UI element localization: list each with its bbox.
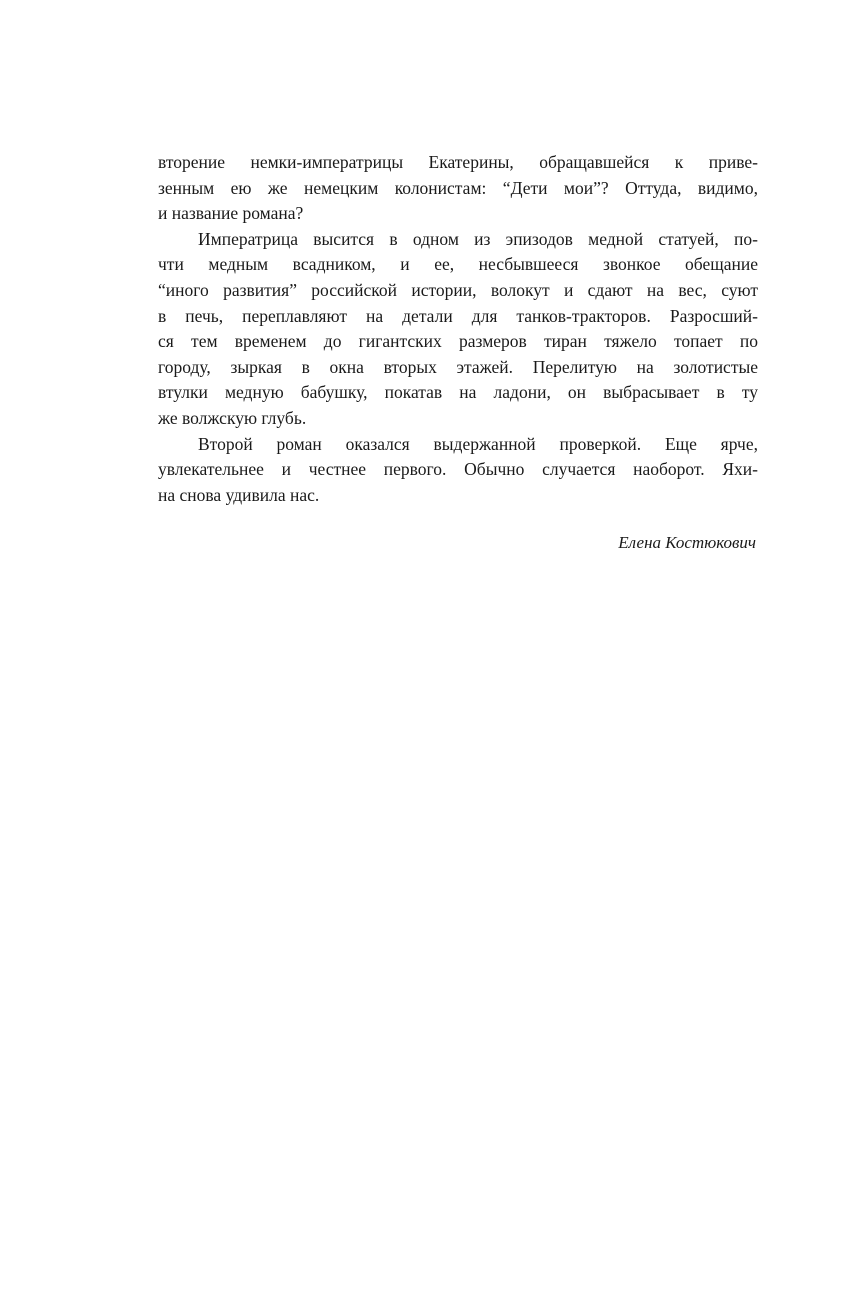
text-line: в печь, переплавляют на детали для танков-тракторов. Разросший- [158, 305, 758, 326]
text-line: вторение немки-императрицы Екатерины, обращавшейся к приве- [158, 152, 758, 172]
text-line: Второй роман оказался выдержанной проверкой. Еще ярче, [198, 433, 758, 454]
text-line: увлекательнее и честнее первого. Обычно случается наоборот. Яхи- [158, 459, 758, 480]
text-line: ся тем временем до гигантских размеров тиран тяжело топает по [158, 331, 758, 352]
text-line: “иного развития” российской истории, волокут и сдают на вес, суют [158, 279, 758, 300]
text-line: и название романа? [158, 203, 304, 224]
author-signature: Елена Костюкович [618, 533, 756, 552]
article-text [158, 150, 758, 508]
text-line: зенным ею же немецким колонистам: “Дети мои”? Оттуда, видимо, [158, 177, 758, 198]
paragraph-3 [158, 432, 758, 509]
text-line: городу, зыркая в окна вторых этажей. Перелитую на золотистые [158, 356, 758, 377]
text-line: чти медным всадником, и ее, несбывшееся звонкое обещание [158, 254, 758, 275]
text-line: втулки медную бабушку, покатав на ладони, он выбрасывает в ту [158, 382, 758, 403]
paragraph-1 [158, 150, 758, 227]
paragraph-2 [158, 227, 758, 432]
text-line: же волжскую глубь. [158, 407, 307, 428]
text-line: Императрица высится в одном из эпизодов медной статуей, по- [198, 228, 758, 249]
text-line: на снова удивила нас. [158, 484, 320, 505]
